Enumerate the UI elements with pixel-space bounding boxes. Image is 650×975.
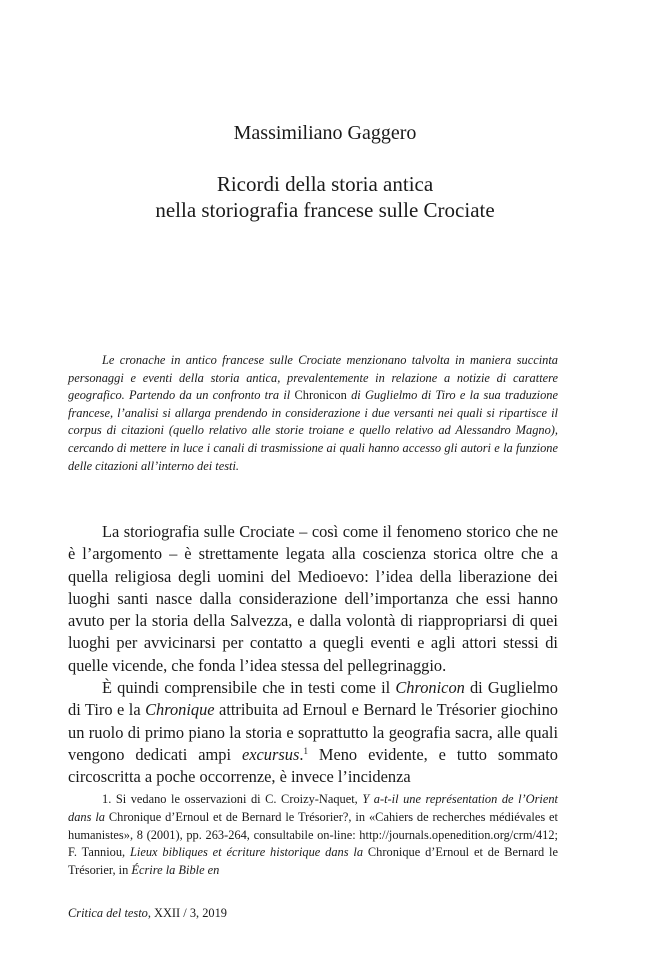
- paragraph-2-text-c: attribuita ad Ernoul e Bernard le Trésorier giochino un ruolo di primo piano la storia e soprattutto la geografia sacra, alle quali vengono dedicati ampi: [68, 700, 558, 764]
- footnote-italic-d: Lieux bibliques et écriture historique dans la: [130, 845, 364, 860]
- paragraph-2-text-a: È quindi comprensibile che in testi come il: [102, 678, 396, 698]
- title-line-2: nella storiografia francese sulle Crociate: [155, 198, 495, 222]
- abstract-chronicon: Chronicon: [294, 388, 347, 403]
- paragraph-1: La storiografia sulle Crociate – così come il fenomeno storico che ne è l’argomento – è strettamente legata alla coscienza storica oltre che a quella religiosa degli uomini del Medioevo: l’idea della liberazione dei luoghi santi nasce dalla considerazione dell’importanza che essi hanno avuto per la storia della Salvezza, e dalla volontà di riappropriarsi di quei luoghi per avvicinarsi per contatto a quegli eventi e agli attori stessi di quelle vicende, che fonda l’idea stessa del pellegrinaggio.: [68, 522, 558, 675]
- article-title: [0, 171, 650, 223]
- paragraph-2-chronicon: Chronicon: [395, 678, 465, 698]
- paragraph-2-chronique: Chronique: [145, 700, 215, 720]
- footnote-italic-b: Y a-t-il une représentation de l’Orient dans la: [68, 792, 559, 824]
- title-line-1: Ricordi della storia antica: [216, 172, 434, 196]
- main-text: [68, 521, 558, 789]
- paragraph-2-text-b: di Guglielmo di Tiro e la: [68, 678, 558, 720]
- journal-name: Critica del testo: [68, 906, 148, 920]
- abstract-text-1: Le cronache in antico francese sulle Crociate menzionano talvolta in maniera succinta personaggi e eventi della storia antica, prevalentemente in relazione a notizie di carattere geografico. Partendo da un confronto tra il: [68, 353, 558, 403]
- abstract: [68, 352, 558, 475]
- footnote-1: [68, 791, 558, 880]
- footnote-text-e: Chronique d’Ernoul et de Bernard le Trésorier, in: [68, 845, 558, 878]
- author-name: Massimiliano Gaggero: [233, 122, 417, 144]
- footnote-italic-f: Écrire la Bible en: [131, 863, 220, 878]
- footnote-text-a: 1. Si vedano le osservazioni di C. Croizy-Naquet,: [102, 792, 363, 806]
- abstract-text-2: di Guglielmo di Tiro e la sua traduzione francese, l’analisi si allarga prendendo in considerazione i due versanti nei quali si ripartisce il corpus di citazioni (quello relativo alle storie troiane e quello relativo ad Alessandro Magno), cercando di mettere in luce i canali di trasmissione ai quali hanno accesso gli autori e la funzione delle citazioni all’interno dei testi.: [68, 388, 558, 473]
- running-footer: [68, 905, 227, 921]
- paragraph-2: È quindi comprensibile che in testi come il Chronicon di Guglielmo di Tiro e la Chronique attribuita ad Ernoul e Bernard le Trésorier giochino un ruolo di primo piano la storia e soprattutto la geografia sacra, alle quali vengono dedicati ampi excursus.$^1$ Meno evidente, e tutto sommato circoscritta a poche occorrenze, è invece l’incidenza: [68, 678, 558, 787]
- footnote-text-c: Chronique d’Ernoul et de Bernard le Trésorier?, in «Cahiers de recherches médiévales et humanistes», 8 (2001), pp. 263-264, consultabile on-line: http://journals.openedition.org/crm/412; F. Tanniou,: [68, 809, 558, 860]
- footnote-marker: 1: [303, 745, 308, 756]
- journal-issue: , XXII / 3, 2019: [147, 906, 227, 920]
- paragraph-2-text-d: Meno evidente, e tutto sommato circoscritta a poche occorrenze, è invece l’incidenza: [68, 744, 558, 787]
- paragraph-2-excursus: excursus: [241, 744, 300, 764]
